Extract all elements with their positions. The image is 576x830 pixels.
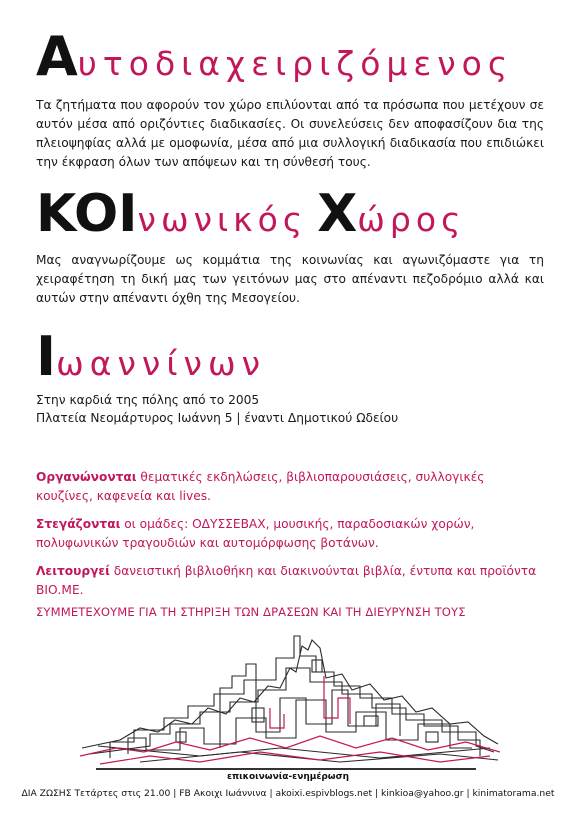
heading-initial: A (36, 25, 78, 88)
city-skyline-drawing (80, 628, 500, 768)
heading-middle: νωνικός (137, 200, 308, 239)
activity-operate (36, 562, 542, 600)
activity-text: δανειστική βιβλιοθήκη και διακινούνται βιβλία, έντυπα και προϊόντα ΒΙΟ.ΜΕ. (36, 564, 537, 597)
heading-initial-2: X (317, 184, 358, 244)
address-line-2: Πλατεία Νεομάρτυρος Ιωάννη 5 | έναντι Δημοτικού Ωδείου (36, 411, 399, 425)
paragraph-society: Μας αναγνωρίζουμε ως κομμάτια της κοινωνίας και αγωνιζόμαστε για τη χειραφέτηση τη δική μας των γειτόνων μας στο απέναντι πεζοδρόμιο αλλά και αυτών στην απέναντι όχθη της Μεσογείου. (36, 253, 544, 305)
activity-house (36, 515, 542, 553)
activity-label: Στεγάζονται (36, 517, 121, 531)
footer-tagline: επικοινωνία-ενημέρωση (226, 772, 350, 782)
heading-rest: ώρος (357, 200, 466, 239)
address-block (36, 391, 398, 427)
activity-text: οι ομάδες: ΟΔΥΣΣΕΒΑΧ, μουσικής, παραδοσιακών χορών, πολυφωνικών τραγουδιών και αυτομόρφωσης βοτάνων. (36, 517, 475, 550)
activity-text: θεματικές εκδηλώσεις, βιβλιοπαρουσιάσεις, συλλογικές κουζίνες, καφενεία και lives. (36, 470, 485, 503)
heading-rest: ωαννίνων (56, 344, 267, 383)
footer-contacts: ΔΙΑ ΖΩΣΗΣ Τετάρτες στις 21.00 | FB Ακοιχι Ιωάννινα | akoixi.espivblogs.net | kinkioa@yahoo.gr | kinimatorama.net (21, 788, 555, 799)
paragraph-self-managed: Τα ζητήματα που αφορούν τον χώρο επιλύονται από τα πρόσωπα που μετέχουν σε αυτόν μέσα από οριζόντιες διαδικασίες. Οι συνελεύσεις δεν αποφασίζουν δια της πλειοψηφίας αλλά με ομοφωνία, μέσα από μια συλλογική διαδικασία που επιδιώκει την έκφραση όλων των απόψεων και τη σύνθεσή τους. (36, 98, 544, 169)
heading-rest: υτοδιαχειριζόμενος (77, 44, 514, 83)
heading-ioannina (36, 325, 267, 388)
activity-label: Λειτουργεί (36, 564, 110, 578)
activity-organize (36, 468, 542, 506)
address-line-1: Στην καρδιά της πόλης από το 2005 (36, 393, 260, 407)
heading-initial: I (36, 325, 57, 388)
call-to-action: ΣΥΜΜΕΤΕΧΟΥΜΕ ΓΙΑ ΤΗ ΣΤΗΡΙΞΗ ΤΩΝ ΔΡΑΣΕΩΝ ΚΑΙ ΤΗ ΔΙΕΥΡΥΝΣΗ ΤΟΥΣ (36, 605, 466, 619)
heading-initial: KOI (36, 184, 138, 244)
heading-social-space (36, 184, 466, 244)
activity-label: Οργανώνονται (36, 470, 137, 484)
footer-divider (96, 768, 476, 770)
heading-autonomous (36, 25, 514, 88)
